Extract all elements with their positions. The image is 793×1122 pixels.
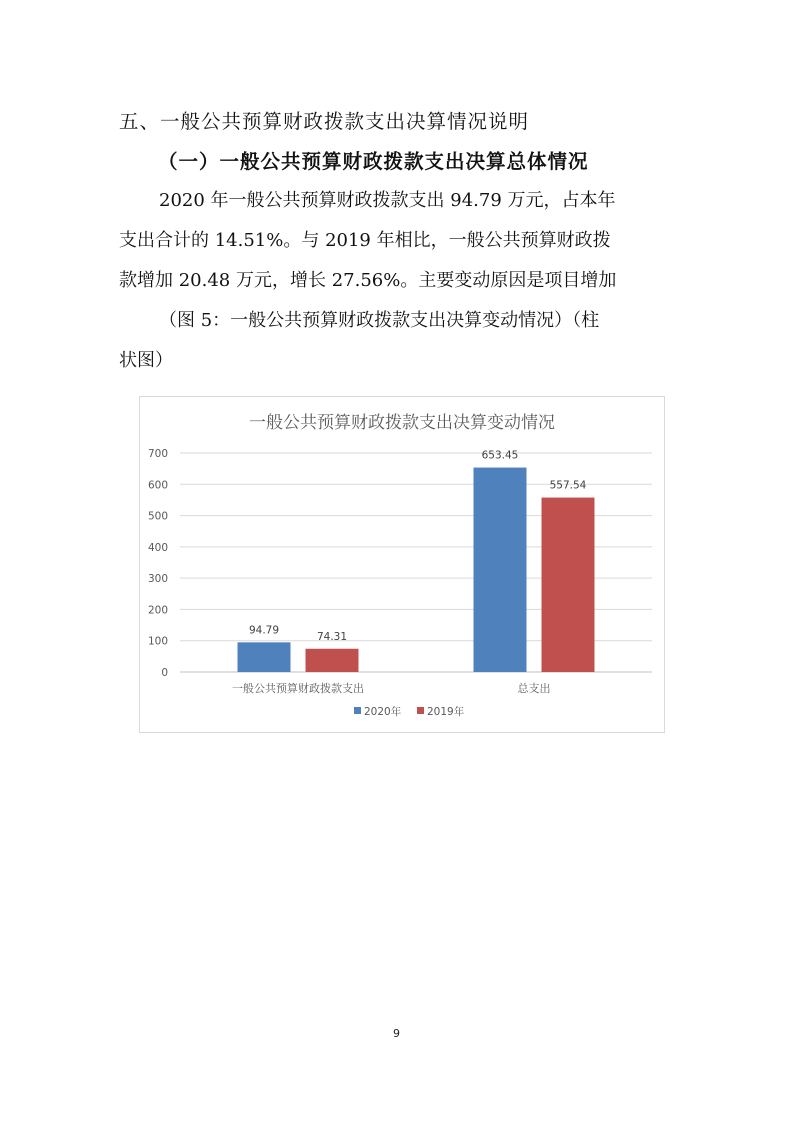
data-label: 74.31 bbox=[316, 630, 348, 643]
y-tick-label: 500 bbox=[147, 510, 168, 523]
x-tick-label: 一般公共预算财政拨款支出 bbox=[232, 682, 364, 695]
bar bbox=[306, 649, 359, 672]
paragraph-line: 款增加 20.48 万元，增长 27.56%。主要变动原因是项目增加 bbox=[119, 270, 617, 291]
legend-label: 2019年 bbox=[427, 706, 465, 718]
y-tick-label: 700 bbox=[147, 448, 168, 460]
legend-swatch bbox=[354, 707, 361, 714]
y-tick-label: 300 bbox=[147, 573, 168, 586]
bar bbox=[474, 468, 527, 672]
subsection-heading: （一）一般公共预算财政拨款支出决算总体情况 bbox=[158, 150, 589, 173]
y-tick-label: 400 bbox=[147, 541, 168, 554]
figure-caption-paragraph bbox=[119, 301, 679, 381]
paragraph-line: 2020 年一般公共预算财政拨款支出 94.79 万元，占本年 bbox=[159, 190, 616, 211]
paragraph-line: 状图） bbox=[119, 350, 173, 371]
y-tick-label: 100 bbox=[147, 635, 168, 648]
legend-label: 2020年 bbox=[364, 706, 402, 718]
chart-title: 一般公共预算财政拨款支出决算变动情况 bbox=[249, 413, 555, 433]
y-tick-label: 200 bbox=[147, 604, 168, 617]
legend-swatch bbox=[417, 707, 424, 714]
paragraph-line: 支出合计的 14.51%。与 2019 年相比，一般公共预算财政拨 bbox=[119, 230, 611, 251]
paragraph-line: （图 5：一般公共预算财政拨款支出决算变动情况）（柱 bbox=[159, 310, 600, 331]
x-tick-label: 总支出 bbox=[517, 682, 551, 695]
bar bbox=[542, 498, 595, 672]
data-label: 557.54 bbox=[549, 479, 587, 492]
section-heading: 五、一般公共预算财政拨款支出决算情况说明 bbox=[119, 110, 530, 133]
bar bbox=[238, 642, 291, 672]
page-number: 9 bbox=[393, 1027, 400, 1040]
data-label: 94.79 bbox=[248, 624, 280, 637]
bar-chart-svg bbox=[140, 397, 664, 732]
paragraph-summary bbox=[119, 181, 679, 301]
y-tick-label: 600 bbox=[147, 479, 168, 492]
data-label: 653.45 bbox=[481, 449, 519, 462]
y-tick-label: 0 bbox=[161, 667, 168, 679]
bar-chart bbox=[139, 396, 665, 733]
